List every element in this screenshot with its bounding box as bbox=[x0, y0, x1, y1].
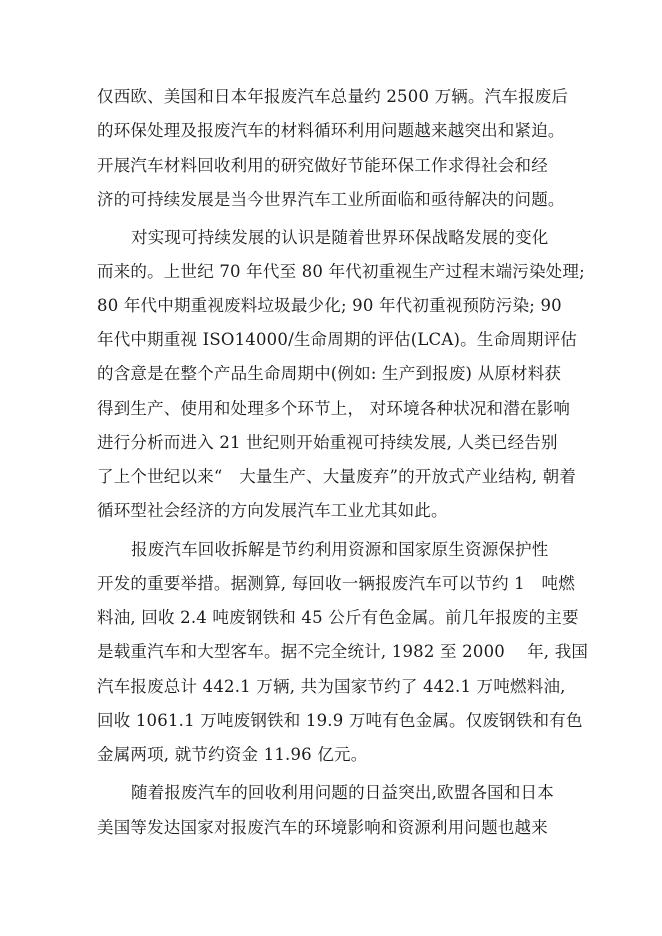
text-line: 金属两项, 就节约资金 11.96 亿元。 bbox=[97, 745, 368, 764]
text-line: 开展汽车材料回收利用的研究做好节能环保工作求得社会和经 bbox=[97, 156, 548, 175]
text-line: 开发的重要举措。据测算, 每回收一辆报废汽车可以节约 1 吨燃 bbox=[97, 574, 575, 593]
text-line: 进行分析而进入 21 世纪则开始重视可持续发展, 人类已经告别 bbox=[97, 433, 558, 452]
paragraph-first-line: 对实现可持续发展的认识是随着世界环保战略发展的变化 bbox=[131, 228, 549, 247]
text-line: 而来的。上世纪 70 年代至 80 年代初重视生产过程末端污染处理; bbox=[97, 262, 585, 281]
text-line: 得到生产、使用和处理多个环节上， 对环境各种状况和潜在影响 bbox=[97, 399, 571, 418]
paragraph-first-line: 报废汽车回收拆解是节约利用资源和国家原生资源保护性 bbox=[131, 540, 549, 559]
text-line: 的含意是在整个产品生命周期中(例如: 生产到报废) 从原材料获 bbox=[97, 364, 562, 383]
text-line: 了上个世纪以来“ 大量生产、大量废弃”的开放式产业结构, 朝着 bbox=[97, 467, 577, 486]
text-line: 年代中期重视 ISO14000/生命周期的评估(LCA)。生命周期评估 bbox=[97, 330, 578, 349]
text-line: 济的可持续发展是当今世界汽车工业所面临和亟待解决的问题。 bbox=[97, 190, 565, 209]
text-line: 的环保处理及报废汽车的材料循环利用问题越来越突出和紧迫。 bbox=[97, 121, 565, 140]
text-line: 是载重汽车和大型客车。据不完全统计, 1982 至 2000 年, 我国 bbox=[97, 642, 589, 661]
text-line: 回收 1061.1 万吨废钢铁和 19.9 万吨有色金属。仅废钢铁和有色 bbox=[97, 711, 583, 730]
text-line: 仅西欧、美国和日本年报废汽车总量约 2500 万辆。汽车报废后 bbox=[97, 87, 569, 106]
text-line: 汽车报废总计 442.1 万辆, 共为国家节约了 442.1 万吨燃料油, bbox=[97, 677, 566, 696]
paragraph-first-line: 随着报废汽车的回收利用问题的日益突出,欧盟各国和日本 bbox=[131, 783, 554, 802]
text-line: 循环型社会经济的方向发展汽车工业尤其如此。 bbox=[97, 501, 448, 520]
text-line: 料油, 回收 2.4 吨废钢铁和 45 公斤有色金属。前几年报废的主要 bbox=[97, 608, 579, 627]
text-line: 80 年代中期重视废料垃圾最少化; 90 年代初重视预防污染; 90 bbox=[97, 296, 562, 315]
text-line: 美国等发达国家对报废汽车的环境影响和资源利用问题也越来 bbox=[97, 818, 548, 837]
